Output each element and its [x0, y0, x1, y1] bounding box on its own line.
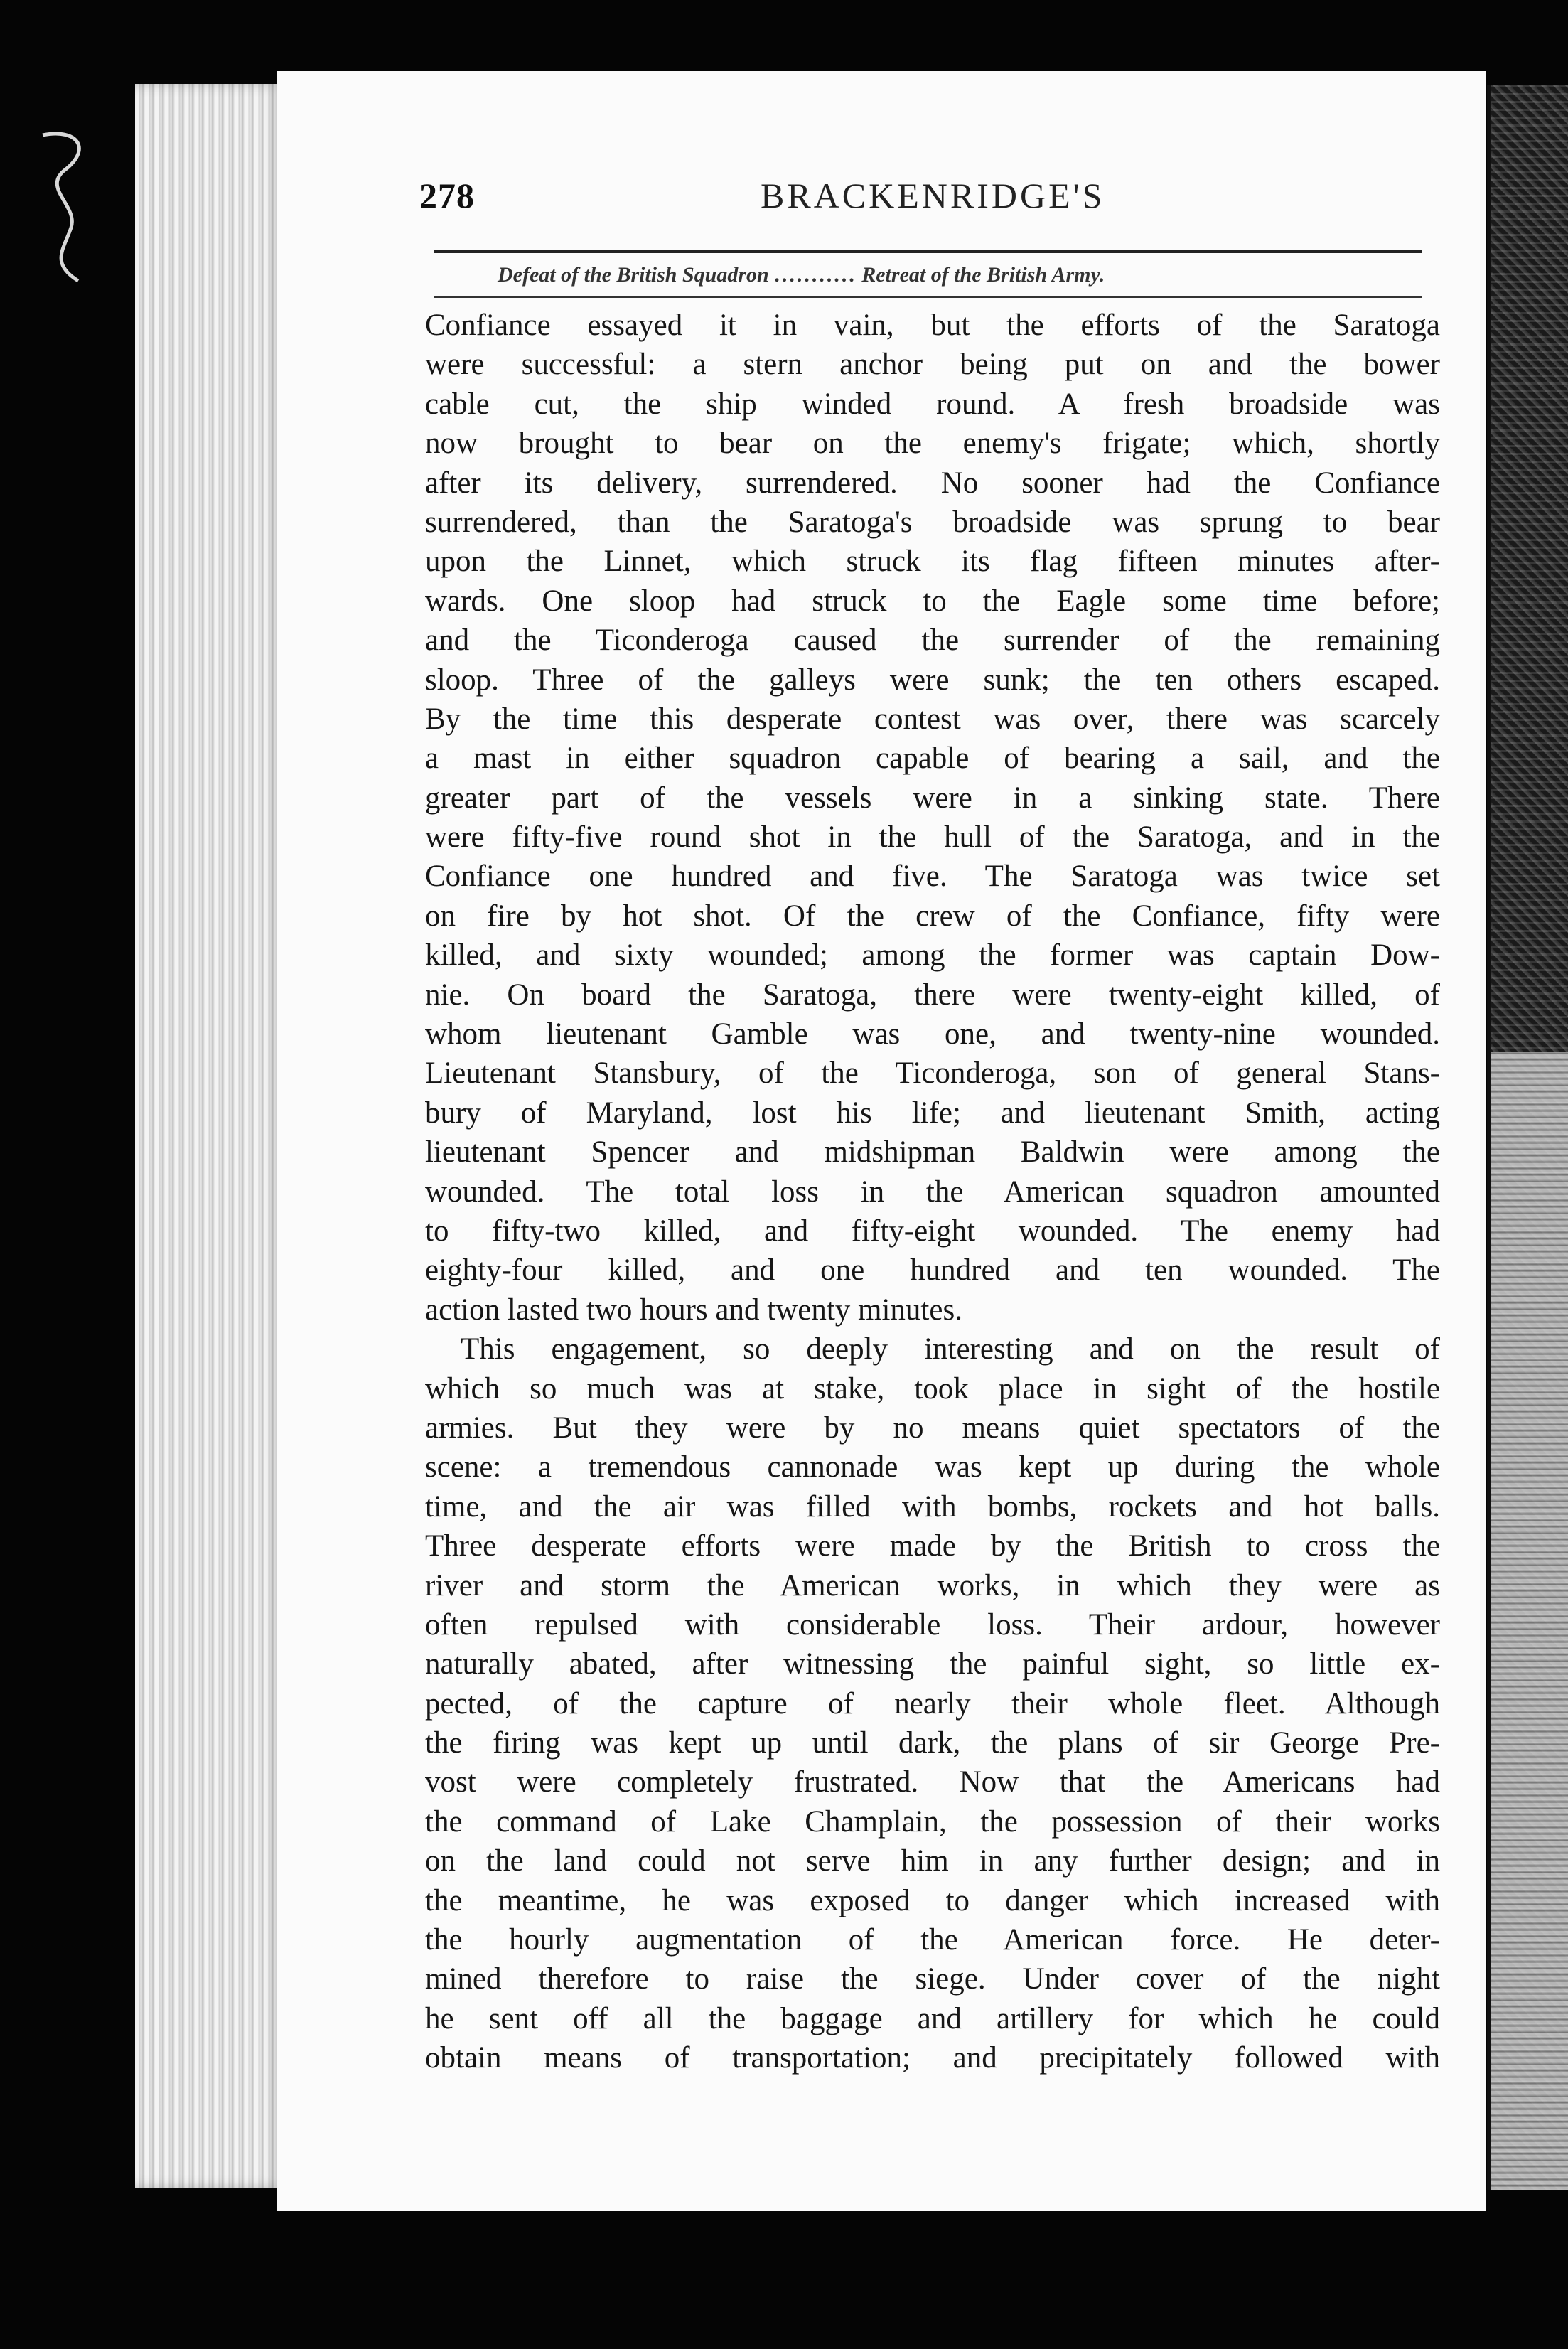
body-text	[425, 306, 1440, 2078]
text-line: This engagement, so deeply interesting and on the result of	[461, 1332, 1440, 1366]
text-line: Lieutenant Stansbury, of the Ticonderoga, son of general Stans-	[425, 1056, 1440, 1091]
text-line: greater part of the vessels were in a sinking state. There	[425, 781, 1440, 815]
text-line: wounded. The total loss in the American squadron amounted	[425, 1174, 1440, 1209]
text-line: naturally abated, after witnessing the painful sight, so little ex-	[425, 1647, 1440, 1681]
subheader-left: Defeat of the British Squadron	[498, 263, 769, 287]
text-line: the meantime, he was exposed to danger which increased with	[425, 1883, 1440, 1917]
text-line: the hourly augmentation of the American force. He deter-	[425, 1923, 1440, 1957]
text-line: on the land could not serve him in any further design; and in	[425, 1844, 1440, 1878]
text-line: upon the Linnet, which struck its flag fifteen minutes after-	[425, 545, 1440, 579]
text-line: after its delivery, surrendered. No sooner had the Confiance	[425, 466, 1440, 500]
running-head	[419, 168, 1429, 225]
text-line: wards. One sloop had struck to the Eagle some time before;	[425, 584, 1440, 618]
text-line: often repulsed with considerable loss. Their ardour, however	[425, 1607, 1440, 1642]
book-page-edges	[135, 84, 284, 2188]
text-line: action lasted two hours and twenty minutes.	[425, 1293, 962, 1327]
text-line: eighty-four killed, and one hundred and ten wounded. The	[425, 1253, 1440, 1288]
subheader-dots: ...........	[774, 263, 857, 287]
facing-page-engraving-detail	[1491, 1052, 1568, 2190]
margin-scribble-icon	[28, 121, 107, 291]
text-line: lieutenant Spencer and midshipman Baldwin were among the	[425, 1135, 1440, 1170]
text-line: nie. On board the Saratoga, there were twenty-eight killed, of	[425, 978, 1440, 1012]
text-line: cable cut, the ship winded round. A fresh broadside was	[425, 387, 1440, 421]
subheader-right: Retreat of the British Army.	[861, 263, 1105, 287]
text-line: river and storm the American works, in which they were as	[425, 1568, 1440, 1602]
text-line: to fifty-two killed, and fifty-eight wounded. The enemy had	[425, 1214, 1440, 1248]
text-line: killed, and sixty wounded; among the former was captain Dow-	[425, 938, 1440, 973]
subheader-rule	[434, 296, 1422, 298]
text-line: scene: a tremendous cannonade was kept up during the whole	[425, 1450, 1440, 1484]
text-line: Confiance one hundred and five. The Saratoga was twice set	[425, 860, 1440, 894]
header-rule	[434, 250, 1422, 253]
text-line: surrendered, than the Saratoga's broadside was sprung to bear	[425, 505, 1440, 539]
page-number: 278	[419, 176, 475, 215]
paragraph	[425, 1329, 1440, 2077]
text-line: sloop. Three of the galleys were sunk; the ten others escaped.	[425, 663, 1440, 697]
section-subheader	[498, 263, 1365, 287]
text-line: which so much was at stake, took place in sight of the hostile	[425, 1371, 1440, 1406]
text-line: time, and the air was filled with bombs, rockets and hot balls.	[425, 1489, 1440, 1524]
text-line: were fifty-five round shot in the hull of the Saratoga, and in the	[425, 820, 1440, 855]
text-line: pected, of the capture of nearly their whole fleet. Although	[425, 1686, 1440, 1721]
text-line: a mast in either squadron capable of bearing a sail, and the	[425, 742, 1440, 776]
paragraph	[425, 306, 1440, 1329]
text-line: mined therefore to raise the siege. Under cover of the night	[425, 1962, 1440, 1996]
text-line: vost were completely frustrated. Now that the Americans had	[425, 1765, 1440, 1799]
text-line: the firing was kept up until dark, the plans of sir George Pre-	[425, 1726, 1440, 1760]
text-line: Confiance essayed it in vain, but the efforts of the Saratoga	[425, 309, 1440, 342]
text-line: obtain means of transportation; and precipitately followed with	[425, 2041, 1440, 2075]
text-line: were successful: a stern anchor being put on and the bower	[425, 348, 1440, 382]
text-line: By the time this desperate contest was over, there was scarcely	[425, 702, 1440, 736]
text-line: he sent off all the baggage and artillery for which he could	[425, 2001, 1440, 2035]
text-line: bury of Maryland, lost his life; and lieutenant Smith, acting	[425, 1096, 1440, 1130]
running-title: BRACKENRIDGE'S	[761, 176, 1105, 215]
text-line: armies. But they were by no means quiet spectators of the	[425, 1411, 1440, 1445]
text-line: the command of Lake Champlain, the possession of their works	[425, 1804, 1440, 1839]
text-line: and the Ticonderoga caused the surrender of the remaining	[425, 624, 1440, 658]
text-line: Three desperate efforts were made by the British to cross the	[425, 1529, 1440, 1563]
text-line: on fire by hot shot. Of the crew of the Confiance, fifty were	[425, 899, 1440, 933]
text-line: whom lieutenant Gamble was one, and twenty-nine wounded.	[425, 1017, 1440, 1052]
text-line: now brought to bear on the enemy's frigate; which, shortly	[425, 427, 1440, 461]
